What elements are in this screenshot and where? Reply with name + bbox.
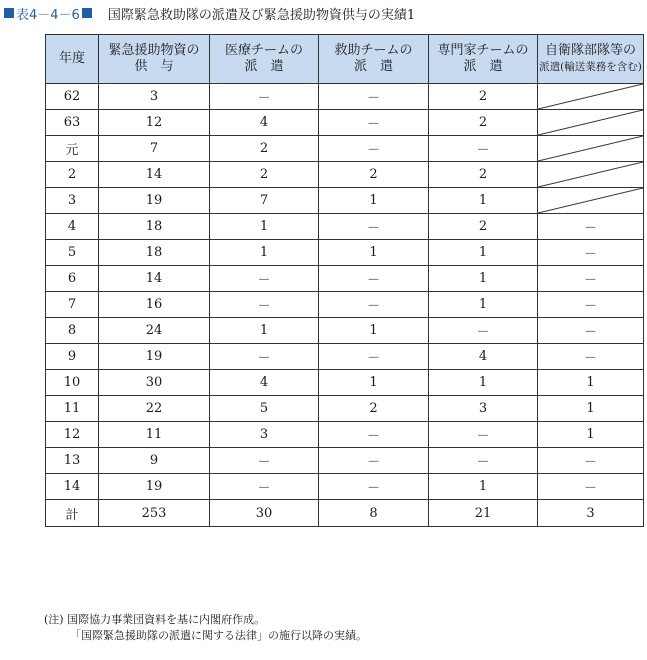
cell-expert: － — [429, 318, 538, 344]
cell-not-applicable — [538, 110, 644, 136]
header-row — [46, 35, 644, 84]
cell-expert: 3 — [429, 396, 538, 422]
table-row — [46, 162, 644, 188]
cell-expert: － — [429, 448, 538, 474]
cell-rescue: － — [319, 448, 429, 474]
cell-expert: 1 — [429, 370, 538, 396]
cell-sdf: － — [538, 318, 644, 344]
table-row — [46, 84, 644, 110]
cell-expert: 1 — [429, 266, 538, 292]
cell-expert: 2 — [429, 214, 538, 240]
total-expert: 21 — [429, 500, 538, 527]
table-row — [46, 110, 644, 136]
cell-expert: 1 — [429, 292, 538, 318]
cell-sdf: － — [538, 266, 644, 292]
cell-medical: 3 — [210, 422, 319, 448]
cell-medical: 4 — [210, 110, 319, 136]
cell-expert: － — [429, 422, 538, 448]
cell-expert: 1 — [429, 188, 538, 214]
cell-sdf: 1 — [538, 422, 644, 448]
cell-supplies: 19 — [99, 344, 210, 370]
cell-rescue: － — [319, 344, 429, 370]
cell-sdf: － — [538, 292, 644, 318]
cell-medical: 5 — [210, 396, 319, 422]
cell-not-applicable — [538, 136, 644, 162]
table-row — [46, 188, 644, 214]
diagonal-slash-icon — [538, 84, 643, 109]
cell-year: 12 — [46, 422, 99, 448]
cell-medical: － — [210, 474, 319, 500]
cell-rescue: － — [319, 214, 429, 240]
diagonal-slash-icon — [538, 136, 643, 161]
cell-supplies: 12 — [99, 110, 210, 136]
cell-rescue: － — [319, 474, 429, 500]
cell-not-applicable — [538, 162, 644, 188]
cell-year: 4 — [46, 214, 99, 240]
header-year: 年度 — [46, 35, 99, 84]
cell-rescue: － — [319, 136, 429, 162]
cell-rescue: － — [319, 292, 429, 318]
cell-medical: 2 — [210, 136, 319, 162]
cell-supplies: 7 — [99, 136, 210, 162]
table-row — [46, 474, 644, 500]
cell-year: 3 — [46, 188, 99, 214]
cell-supplies: 11 — [99, 422, 210, 448]
table-row — [46, 240, 644, 266]
table-row — [46, 422, 644, 448]
cell-supplies: 14 — [99, 266, 210, 292]
footnote — [44, 612, 367, 644]
cell-rescue: 2 — [319, 162, 429, 188]
cell-supplies: 24 — [99, 318, 210, 344]
cell-medical: 7 — [210, 188, 319, 214]
cell-sdf: 1 — [538, 396, 644, 422]
table-row — [46, 448, 644, 474]
cell-year: 5 — [46, 240, 99, 266]
cell-medical: 1 — [210, 318, 319, 344]
cell-medical: 1 — [210, 214, 319, 240]
cell-supplies: 14 — [99, 162, 210, 188]
cell-medical: 2 — [210, 162, 319, 188]
header-rescue-team: 救助チームの 派 遣 — [319, 35, 429, 84]
cell-expert: 4 — [429, 344, 538, 370]
cell-supplies: 16 — [99, 292, 210, 318]
table-row — [46, 136, 644, 162]
cell-supplies: 9 — [99, 448, 210, 474]
cell-supplies: 19 — [99, 474, 210, 500]
table-row — [46, 292, 644, 318]
cell-expert: 1 — [429, 474, 538, 500]
total-medical: 30 — [210, 500, 319, 527]
cell-expert: 2 — [429, 84, 538, 110]
diagonal-slash-icon — [538, 188, 643, 213]
cell-not-applicable — [538, 188, 644, 214]
cell-year: 10 — [46, 370, 99, 396]
cell-rescue: 1 — [319, 240, 429, 266]
table-body — [46, 84, 644, 527]
cell-expert: 2 — [429, 110, 538, 136]
total-year: 計 — [46, 500, 99, 527]
cell-year: 62 — [46, 84, 99, 110]
diagonal-slash-icon — [538, 110, 643, 135]
cell-supplies: 30 — [99, 370, 210, 396]
cell-year: 11 — [46, 396, 99, 422]
cell-sdf: － — [538, 448, 644, 474]
cell-year: 元 — [46, 136, 99, 162]
header-expert-team: 専門家チームの 派 遣 — [429, 35, 538, 84]
cell-rescue: － — [319, 110, 429, 136]
total-sdf: 3 — [538, 500, 644, 527]
table-row — [46, 344, 644, 370]
total-rescue: 8 — [319, 500, 429, 527]
cell-medical: 4 — [210, 370, 319, 396]
cell-expert: － — [429, 136, 538, 162]
cell-year: 8 — [46, 318, 99, 344]
table-title — [2, 4, 415, 22]
total-supplies: 253 — [99, 500, 210, 527]
cell-sdf: 1 — [538, 370, 644, 396]
cell-medical: － — [210, 292, 319, 318]
cell-sdf: － — [538, 474, 644, 500]
cell-rescue: 1 — [319, 370, 429, 396]
table-number — [2, 4, 94, 23]
cell-year: 7 — [46, 292, 99, 318]
cell-medical: － — [210, 448, 319, 474]
cell-sdf: － — [538, 240, 644, 266]
cell-sdf: － — [538, 214, 644, 240]
table-row — [46, 318, 644, 344]
table-row — [46, 396, 644, 422]
footnote-line-2: 「国際緊急援助隊の派遣に関する法律」の施行以降の実績。 — [70, 629, 367, 642]
cell-rescue: － — [319, 266, 429, 292]
square-bullet-icon — [4, 8, 14, 18]
table-row — [46, 370, 644, 396]
cell-year: 14 — [46, 474, 99, 500]
cell-year: 9 — [46, 344, 99, 370]
header-sdf-units: 自衛隊部隊等の 派遣(輸送業務を含む) — [538, 35, 644, 84]
cell-year: 6 — [46, 266, 99, 292]
cell-medical: 1 — [210, 240, 319, 266]
table-row — [46, 266, 644, 292]
relief-record-table — [45, 34, 644, 527]
cell-supplies: 18 — [99, 240, 210, 266]
diagonal-slash-icon — [538, 162, 643, 187]
footnote-line-1: (注) 国際協力事業団資料を基に内閣府作成。 — [44, 613, 266, 626]
cell-sdf: － — [538, 344, 644, 370]
cell-supplies: 3 — [99, 84, 210, 110]
cell-not-applicable — [538, 84, 644, 110]
header-supplies: 緊急援助物資の 供 与 — [99, 35, 210, 84]
cell-medical: － — [210, 344, 319, 370]
cell-supplies: 18 — [99, 214, 210, 240]
cell-rescue: 2 — [319, 396, 429, 422]
cell-rescue: 1 — [319, 318, 429, 344]
table-number-label: 表4－4－6 — [16, 7, 80, 23]
cell-year: 2 — [46, 162, 99, 188]
cell-supplies: 19 — [99, 188, 210, 214]
square-bullet-icon — [82, 8, 92, 18]
cell-medical: － — [210, 266, 319, 292]
cell-expert: 1 — [429, 240, 538, 266]
cell-rescue: － — [319, 84, 429, 110]
header-medical-team: 医療チームの 派 遣 — [210, 35, 319, 84]
cell-supplies: 22 — [99, 396, 210, 422]
cell-expert: 2 — [429, 162, 538, 188]
table-row — [46, 214, 644, 240]
cell-rescue: 1 — [319, 188, 429, 214]
cell-year: 63 — [46, 110, 99, 136]
total-row — [46, 500, 644, 527]
cell-rescue: － — [319, 422, 429, 448]
title-text: 国際緊急救助隊の派遣及び緊急援助物資供与の実績1 — [107, 7, 416, 23]
cell-medical: － — [210, 84, 319, 110]
cell-year: 13 — [46, 448, 99, 474]
